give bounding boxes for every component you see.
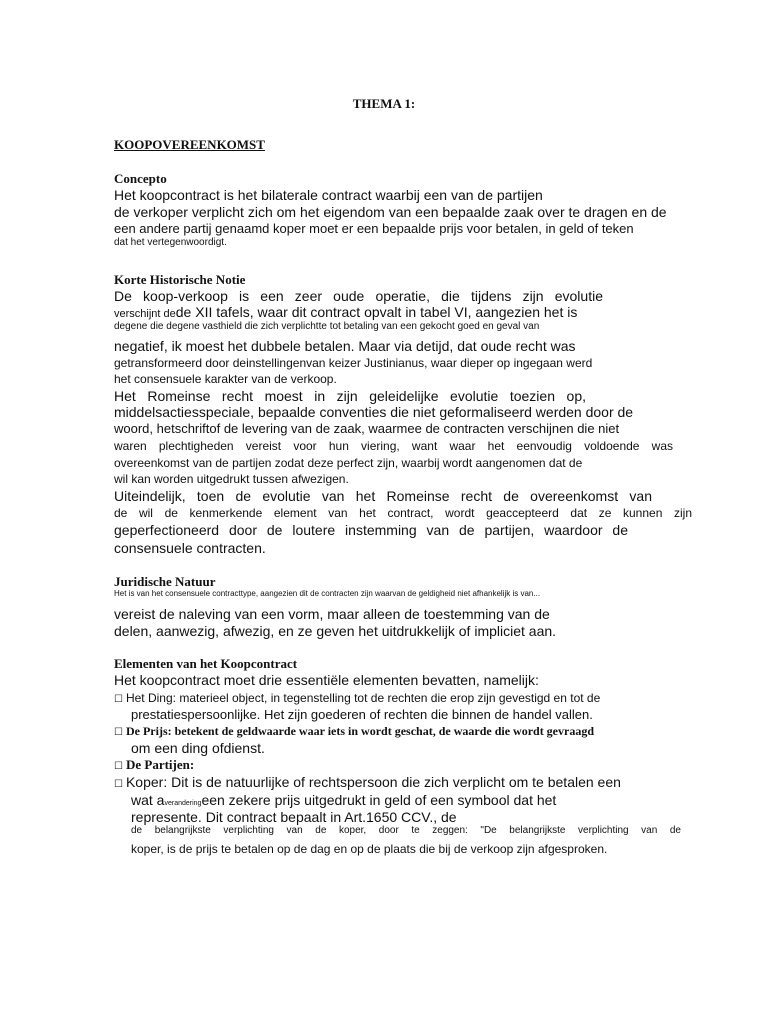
paragraph-line: wat averanderingeen zekere prijs uitgedrukt in geld of een symbool dat het bbox=[131, 792, 557, 808]
paragraph-line: de belangrijkste verplichting van de koper, door te zeggen: "De belangrijkste verplichting van de bbox=[131, 825, 681, 836]
paragraph-line: Uiteindelijk, toen de evolutie van het Romeinse recht de overeenkomst van bbox=[114, 488, 652, 504]
paragraph-line: geperfectioneerd door de loutere instemming van de partijen, waardoor de bbox=[114, 522, 628, 538]
paragraph-line: vereist de naleving van een vorm, maar alleen de toestemming van de bbox=[114, 606, 550, 622]
paragraph-line: koper, is de prijs te betalen op de dag en op de plaats die bij de verkoop zijn afgesproken. bbox=[131, 842, 608, 856]
checkbox-icon: ☐ bbox=[114, 694, 123, 705]
paragraph-line: negatief, ik moest het dubbele betalen. Maar via detijd, dat oude recht was bbox=[114, 338, 576, 354]
paragraph-line: middelsactiesspeciale, bepaalde conventies die niet geformaliseerd werden door de bbox=[114, 404, 634, 420]
paragraph-line: Het koopcontract moet drie essentiële elementen bevatten, namelijk: bbox=[114, 672, 539, 688]
paragraph-line: De koop-verkoop is een zeer oude operatie, die tijdens zijn evolutie bbox=[114, 288, 603, 304]
paragraph-line: verschijnt dede XII tafels, waar dit contract opvalt in tabel VI, aangezien het is bbox=[114, 304, 578, 320]
section-heading-elementen: Elementen van het Koopcontract bbox=[114, 656, 298, 671]
section-heading-historisch: Korte Historische Notie bbox=[114, 272, 246, 287]
paragraph-line: Het koopcontract is het bilaterale contract waarbij een van de partijen bbox=[114, 187, 543, 203]
page-title: THEMA 1: bbox=[352, 96, 416, 111]
list-item-ding: ☐ Het Ding: materieel object, in tegenstelling tot de rechten die erop zijn gevestigd en tot de bbox=[114, 691, 601, 705]
paragraph-line: getransformeerd door deinstellingenvan keizer Justinianus, waar dieper op ingegaan werd bbox=[114, 356, 593, 370]
paragraph-line: wil kan worden uitgedrukt tussen afwezigen. bbox=[114, 472, 349, 486]
checkbox-icon: ☐ bbox=[114, 779, 123, 790]
list-item-partijen: ☐ De Partijen: bbox=[114, 757, 195, 772]
section-heading-concepto: Concepto bbox=[114, 171, 167, 186]
paragraph-line: represente. Dit contract bepaalt in Art.1650 CCV., de bbox=[131, 809, 457, 825]
main-heading: KOOPOVEREENKOMST bbox=[114, 137, 265, 152]
paragraph-line: het consensuele karakter van de verkoop. bbox=[114, 372, 337, 386]
paragraph-line: prestatiespersoonlijke. Het zijn goederen of rechten die binnen de handel vallen. bbox=[131, 707, 593, 722]
checkbox-icon: ☐ bbox=[114, 761, 123, 772]
paragraph-line: de wil de kenmerkende element van het contract, wordt geaccepteerd dat ze kunnen zijn bbox=[114, 506, 692, 520]
list-item-prijs: ☐ De Prijs: betekent de geldwaarde waar iets in wordt geschat, de waarde die wordt gevraagd bbox=[114, 724, 595, 738]
paragraph-line: overeenkomst van de partijen zodat deze perfect zijn, waarbij wordt aangenomen dat de bbox=[114, 456, 583, 470]
paragraph-line: een andere partij genaamd koper moet er een bepaalde prijs voor betalen, in geld of teken bbox=[114, 221, 634, 236]
paragraph-line: woord, hetschriftof de levering van de zaak, waarmee de contracten verschijnen die niet bbox=[114, 421, 620, 436]
paragraph-line: de verkoper verplicht zich om het eigendom van een bepaalde zaak over te dragen en de bbox=[114, 204, 667, 220]
paragraph-line: Het Romeinse recht moest in zijn geleidelijke evolutie toezien op, bbox=[114, 388, 586, 404]
paragraph-line: om een ding ofdienst. bbox=[131, 740, 265, 756]
checkbox-icon: ☐ bbox=[114, 727, 123, 738]
list-item-koper: ☐ Koper: Dit is de natuurlijke of rechtspersoon die zich verplicht om te betalen een bbox=[114, 774, 621, 790]
paragraph-line: consensuele contracten. bbox=[114, 540, 266, 556]
paragraph-line: degene die degene vasthield die zich verplichtte tot betaling van een gekocht goed en geval van bbox=[114, 321, 540, 332]
paragraph-line: waren plechtigheden vereist voor hun viering, want waar het eenvoudig voldoende was bbox=[114, 439, 673, 453]
paragraph-line: delen, aanwezig, afwezig, en ze geven het uitdrukkelijk of impliciet aan. bbox=[114, 623, 557, 639]
paragraph-line: Het is van het consensuele contracttype, aangezien dit de contracten zijn waarvan de geldigheid niet afhankelijk is van... bbox=[114, 589, 541, 598]
paragraph-line: dat het vertegenwoordigt. bbox=[114, 237, 227, 248]
section-heading-juridisch: Juridische Natuur bbox=[114, 574, 216, 589]
